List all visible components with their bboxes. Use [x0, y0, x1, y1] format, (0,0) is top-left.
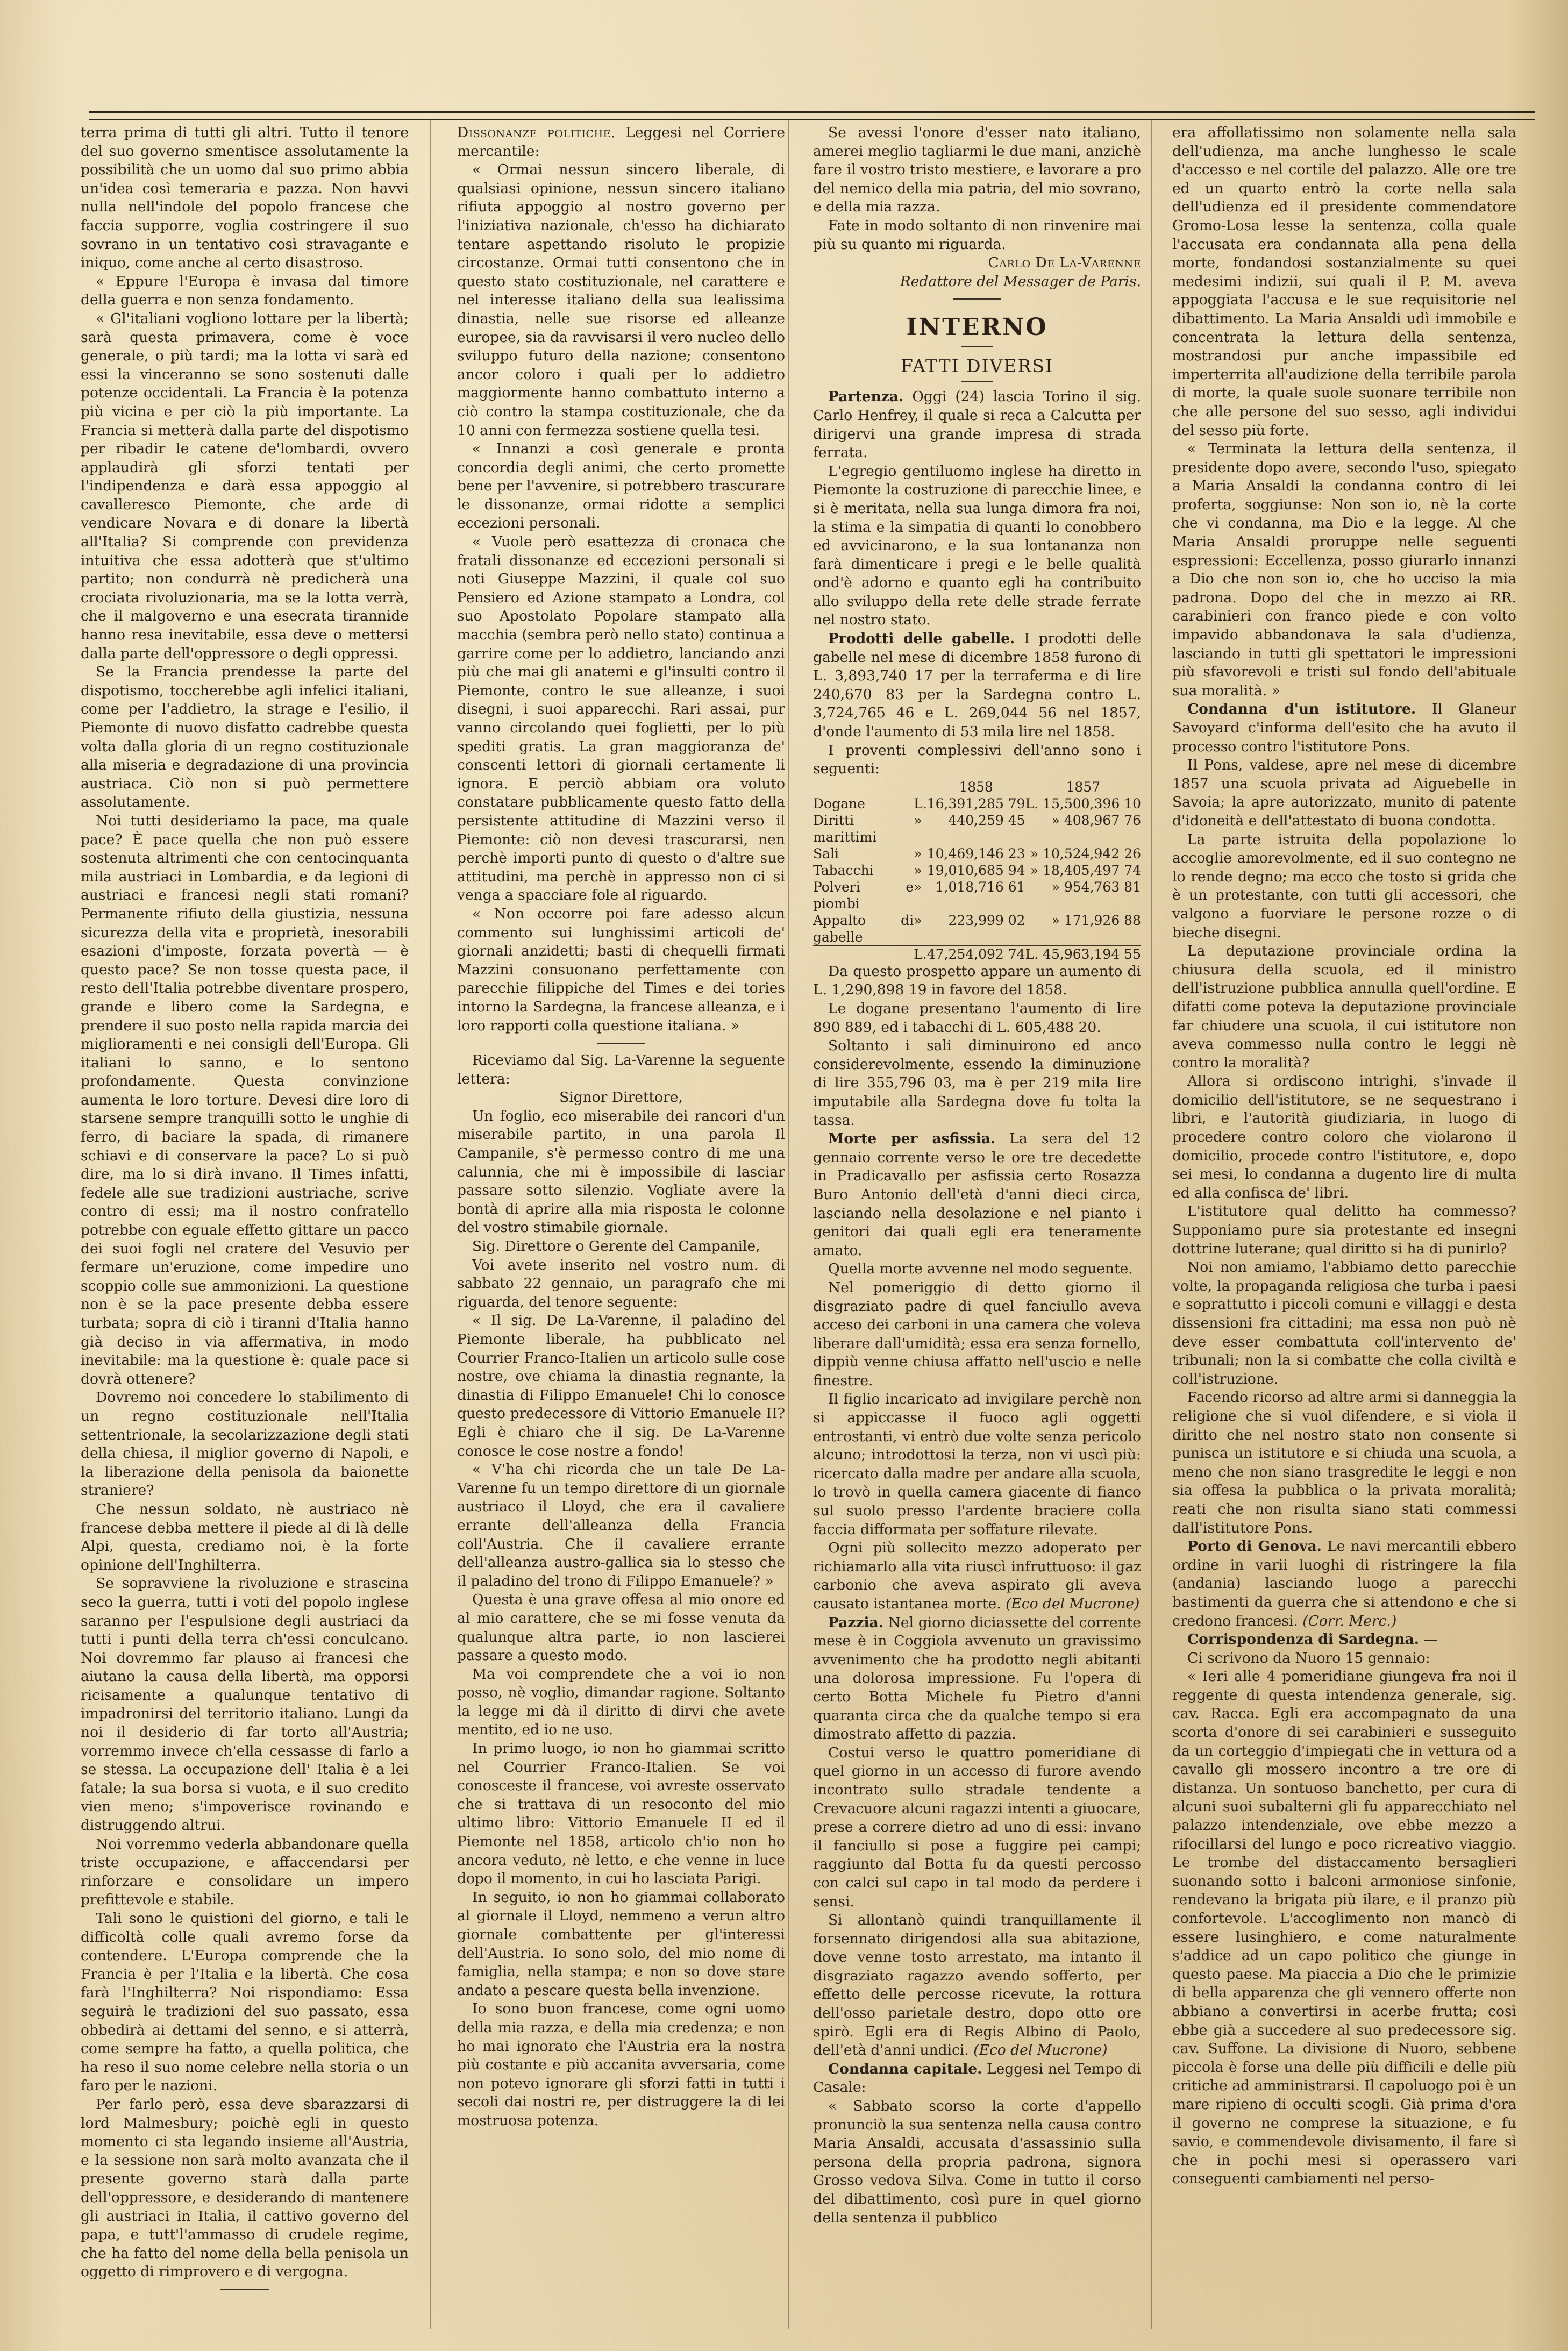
item-label: Partenza. — [828, 388, 904, 405]
row-value-1858: 440,259 45 — [948, 812, 1025, 828]
item-label: Pazzia. — [828, 1614, 883, 1631]
total-1858: 47,254,092 74 — [926, 946, 1025, 962]
row-value-1857: » 171,926 88 — [1051, 912, 1141, 928]
paragraph: Questa è una grave offesa al mio onore ed al mio carattere, che se mi fosse venuta da qualunque altra parte, io non lascierei passare a questo modo. — [457, 1591, 785, 1664]
paragraph: La deputazione provinciale ordina la chiusura della scuola, ed il ministro dell'istruzione pubblica annulla quell'ordine. E difatti come poteva la deputazione provinciale far chiudere una scuola, il cui istitutore non aveva commesso nulla contro le leggi nè contro la moralità? — [1172, 943, 1516, 1071]
paragraph — [813, 1614, 1141, 1744]
article-label: Dissonanze politiche. — [457, 124, 616, 141]
row-label: Sali — [813, 845, 839, 861]
paragraph: Allora si ordiscono intrighi, s'invade il domicilio dell'istitutore, se ne sequestrano i libri, e l'autorità giudiziaria, in luogo di procedere contro coloro che violarono il domicilio, procede contro l'istitutore, e, dopo sei mesi, lo condanna a dugento lire di multa ed alla confisca de' libri. — [1172, 1073, 1516, 1201]
row-unit: » — [914, 879, 922, 895]
paragraph: Che nessun soldato, nè austriaco nè francese debba mettere il piede al di là delle Alpi, questa, crediamo noi, è la forte opinione dell'Inghilterra. — [81, 1500, 409, 1573]
end-rule — [220, 2289, 269, 2290]
section-rule — [953, 298, 1001, 300]
paragraph: Ma voi comprendete che a voi io non posso, nè voglio, dimandar ragione. Soltanto la legge mi dà il diritto di dirvi che avete mentito, ed io ne uso. — [457, 1665, 785, 1739]
paragraph: Voi avete inserito nel vostro num. di sabbato 22 gennaio, un paragrafo che mi riguarda, del tenore seguente: — [457, 1256, 785, 1310]
subsection-title: FATTI DIVERSI — [900, 355, 1054, 377]
paragraph: « Ieri alle 4 pomeridiane giungeva fra noi il reggente di questa intendenza generale, sig. cav. Racca. Egli era accompagnato da una scorta d'onore di sei carabinieri e susseguito da un corteggio d'impiegati che in vettura od a cavallo gli mossero incontro a tre ore di distanza. Un sontuoso banchetto, per cura di alcuni suoi subalterni gli fu apparecchiato nel palazzo intendenziale, ove ebbe mezzo a rifocillarsi del lungo e poco ricreativo viaggio. Le trombe del distaccamento bersaglieri suonando sotto i balconi armoniose sinfonie, rendevano la brigata più ilare, e il pranzo più confortevole. L'accoglimento non mancò di essere lusinghiero, e come naturalmente s'addice ad un capo politico che giunge in questo paese. Ma piaccia a Dio che le primizie di bella apparenza che gli vennero offerte non abbiano a convertirsi in acerbe frutta; così ebbe già a succedere al suo predecessore sig. cav. Suffone. La divisione di Nuoro, sebbene piccola è forse una delle più difficili e delle più critiche ad amministrarsi. Il capoluogo poi è un mare ripieno di occulti scogli. Già prima d'ora il governo ne comprese la situazione, e fu savio, e commendevole divisamento, il fare sì che in pochi mesi si operassero vari conseguenti cambiamenti nel perso- — [1172, 1668, 1516, 2188]
item-text: — — [1419, 1631, 1438, 1648]
table-row — [813, 812, 1141, 845]
item-text: Oggi (24) lascia Torino il sig. Carlo Henfrey, il quale si reca a Calcutta per dirigervi una grande impresa di strada ferrata. — [813, 388, 1141, 461]
year-1857: 1857 — [1066, 779, 1101, 795]
paragraph: Riceviamo dal Sig. La-Varenne la seguente lettera: — [457, 1052, 785, 1087]
row-value-1858: 1,018,716 61 — [935, 879, 1025, 895]
heading-rule — [961, 346, 993, 347]
row-unit: » — [914, 812, 922, 828]
item-label: Condanna capitale. — [828, 2060, 982, 2077]
row-unit: » — [914, 912, 922, 928]
paragraph: Noi tutti desideriamo la pace, ma quale pace? È pace quella che non può essere sostenuta altrimenti che con centocinquanta mila austriaci in Lombardia, e da legioni di austriaci e francesi negli stati romani? Permanente rifiuto della giustizia, nessuna sicurezza della vita e proprietà, inesorabili esazioni d'imposte, forzata povertà — è questo pace? Se non tosse questa pace, il resto dell'Italia potrebbe diventare prospero, grande e libero come la Sardegna, e prendere il suo posto nella rapida marcia dei miglioramenti e nei consigli dell'Europa. Gli italiani lo sanno, e lo sentono profondamente. Questa convinzione aumenta le loro torture. Devesi dire loro di starsene sempre tranquilli sotto le unghie di ferro, di baciare la spada, di rimanere schiavi e di conservare la pace? Lo si può dire, ma lo si dirà invano. Il Times infatti, fedele alle sue tradizioni austriache, scrive contro di essi; ma il nostro confratello potrebbe con eguale effetto gittare un pacco dei suoi fogli nel cratere del Vesuvio per fermare un'eruzione, come impedire uno scoppio colle sue ammonizioni. La questione non è se la pace presente debba essere turbata; sopra di ciò i tiranni d'Italia hanno già deciso in via affermativa, in modo inevitabile: ma la questione è: quale pace si dovrà ottenere? — [81, 812, 409, 1387]
paragraph — [1172, 1630, 1516, 1649]
paragraph: L'istitutore qual delitto ha commesso? Supponiamo pure sia protestante ed insegni dottrine luterane; qual diritto si ha di punirlo? — [1172, 1203, 1516, 1257]
paragraph: Facendo ricorso ad altre armi si danneggia la religione che si vuol difendere, e si viola il diritto che nel nostro stato non consente si punisca un istitutore e si chiuda una scuola, a meno che non siano trasgredite le leggi e non sia offesa la pubblica o la privata moralità; reati che non risulta siano stati commessi dall'istitutore Pons. — [1172, 1389, 1516, 1536]
item-text: I prodotti delle gabelle nel mese di dicembre 1858 furono di L. 3,893,740 17 per la terraferma e di lire 240,670 83 per la Sardegna contro L. 3,724,765 46 e L. 269,044 56 nel 1857, d'onde l'aumento di 53 mila lire nel 1858. — [813, 630, 1141, 740]
paragraph: Il Pons, valdese, apre nel mese di dicembre 1857 una scuola privata ad Aiguebelle in Savoia; la apre autorizzato, munito di patente d'idoneità e dell'attestato di buona condotta. — [1172, 757, 1516, 829]
row-label: Appalto di gabelle — [813, 912, 914, 945]
paragraph: Il figlio incaricato ad invigilare perchè non si appiccasse il fuoco agli oggetti entrostanti, vi entrò due volte senza pericolo alcuno; introdottosi la terza, non vi uscì più: ricercato dalla madre per andare alla scuola, lo trovò in quella camera giacente di fianco sul suolo presso l'ardente braciere colla faccia difformata per soffature rilevate. — [813, 1391, 1141, 1538]
row-value-1858: 16,391,285 79 — [926, 795, 1025, 811]
paragraph: Costui verso le quattro pomeridiane di quel giorno in un accesso di furore avendo incontrato sullo stradale tendente a Crevacuore alcuni ragazzi intenti a giuocare, prese a correre dietro ad uno di essi: invano il fanciullo si pose a fuggire pei campi; raggiunto dal Botta fu da questi percosso con calci sul capo in tal modo da perdere i sensi. — [813, 1744, 1141, 1910]
paragraph: La parte istruita della popolazione lo accoglie amorevolmente, ed il suo contegno ne lo rende degno; ma ecco che tosto si grida che è un protestante, con tutti gli accessori, che valgono a fuorviare le persone rozze o di bieche disegni. — [1172, 831, 1516, 941]
article-lead: Leggesi nel Corriere mercantile: — [457, 124, 785, 160]
paragraph: I proventi complessivi dell'anno sono i seguenti: — [813, 742, 1141, 778]
row-value-1858: 223,999 02 — [948, 912, 1025, 928]
table-header-row — [813, 779, 1141, 795]
paragraph: Ci scrivono da Nuoro 15 gennaio: — [1187, 1649, 1430, 1666]
row-label: Polveri e piombi — [813, 879, 914, 911]
item-text: Le navi mercantili ebbero ordine in varii luoghi di ristringere la fila (andania) lasciando luogo a parecchi bastimenti da guerra che si attendono e che si credono francesi. — [1172, 1538, 1516, 1629]
item-text: Nel giorno diciassette del corrente mese è in Coggiola avvenuto un gravissimo avvenimento che ha prodotto negli abitanti una dolorosa impressione. Fu l'opera di certo Botta Michele fu Pietro d'anni quaranta circa che da qualche tempo si era dimostrato affetto di pazzia. — [813, 1614, 1141, 1743]
column-2 — [457, 124, 785, 2320]
paragraph: « Innanzi a così generale e pronta concordia degli animi, che certo promette bene per l'avvenire, si potrebbero trascurare le dissonanze, ormai ridotte a semplici eccezioni personali. — [457, 440, 785, 532]
table-row — [813, 862, 1141, 879]
paragraph: Quella morte avvenne nel modo seguente. — [828, 1260, 1133, 1278]
paragraph: « Non occorre poi fare adesso alcun commento sui lunghissimi articoli de' giornali anzidetti; basti di chequelli firmati Mazzini consuonano perfettamente con parecchie filippiche del Times e dei tories intorno la Sardegna, la francese alleanza, e i loro rapporti colla questione italiana. » — [457, 905, 785, 1034]
table-total-row — [813, 945, 1141, 963]
revenue-table — [813, 779, 1141, 963]
paragraph: « Ormai nessun sincero liberale, di qualsiasi opinione, nessun sincero italiano rifiuta appoggio al nostro governo per l'iniziativa nazionale, ch'esso ha dichiarato tentare aspettando risoluto le propizie circostanze. Ormai tutti consentono che in questo stato costituzionale, nel carattere e nel interesse italiano della sua lealissima dinastia, nelle sue risorse ed alleanze europee, sia da ravvisarsi il vero nucleo dello sviluppo futuro della nazione; consentono ancor coloro i quali per lo addietro maggiormente hanno combattuto interno a ciò contro la stampa costituzionale, che da 10 anni con fermezza sostiene quella tesi. — [457, 161, 785, 439]
row-unit: L. — [914, 795, 927, 811]
row-label: Dogane — [813, 795, 865, 811]
year-1858: 1858 — [959, 779, 993, 795]
paragraph: In seguito, io non ho giammai collaborato al giornale il Lloyd, nemmeno a verun altro giornale combattente per gl'interessi dell'Austria. Io sono solo, del mio nome di famiglia, nella stampa; e non so dove stare andato a pescare questa bella invenzione. — [457, 1889, 785, 1999]
paragraph — [813, 1130, 1141, 1260]
source-credit: (Eco del Mucrone) — [1006, 1595, 1140, 1612]
row-label: Diritti marittimi — [813, 812, 877, 845]
paragraph: « Gl'italiani vogliono lottare per la libertà; sarà questa primavera, come è voce generale, o più tardi; ma la lotta vi sarà ed essi la vinceranno se sono sostenuti dalle potenze occidentali. La Francia è la potenza più vicina e per ciò la più importante. La Francia si metterà dalla parte del dispotismo per ribadir le catene de'lombardi, ovvero applaudirà gli sforzi tentati per l'indipendenza e darà essa appoggio al cavalleresco Piemonte, che arde di vendicare Novara e di donare la libertà all'Italia? Si comprende con previdenza intuitiva che essa adotterà que st'ultimo partito; non condurrà nè predicherà una crociata rivoluzionaria, ma se la lotta verrà, che il malgoverno e una esecrata tirannide hanno resa inevitabile, essa deve o mettersi dalla parte dell'oppressore o degli oppressi. — [81, 310, 409, 662]
row-value-1858: 19,010,685 94 — [926, 862, 1025, 878]
source-credit: (Corr. Merc.) — [1302, 1612, 1397, 1629]
row-value-1857: » 408,967 76 — [1051, 812, 1141, 828]
item-text: Leggesi nel Tempo di Casale: — [813, 2060, 1141, 2096]
table-row — [813, 912, 1141, 946]
row-value-1857: » 954,763 81 — [1051, 879, 1141, 895]
column-3 — [813, 124, 1141, 2320]
paragraph: Sig. Direttore o Gerente del Campanile, — [472, 1238, 760, 1255]
paragraph: In primo luogo, io non ho giammai scritto nel Courrier Franco-Italien. Se voi conosceste il francese, voi avreste osservato che si trattava di un resoconto del mio ultimo libro: Vittorio Emanuele II ed il Piemonte nel 1858, articolo ch'io non ho ancora veduto, nè letto, e che venne in luce dopo il momento, in cui ho lasciata Parigi. — [457, 1740, 785, 1887]
item-text: Si allontanò quindi tranquillamente il forsennato dirigendosi alla sua abitazione, dove venne tosto arrestato, ma intanto il disgraziato ragazzo avendo sofferto, per effetto delle percosse ricevute, la rottura dell'osso parietale destro, dopo otto ore spirò. Egli era di Regis Albino di Paolo, dell'età d'anni undici. — [813, 1912, 1141, 2059]
column-divider — [430, 119, 431, 2329]
heading-rule — [961, 381, 993, 382]
paragraph: Fate in modo soltanto di non rinvenire mai più su quanto mi riguarda. — [813, 217, 1141, 253]
paragraph: terra prima di tutti gli altri. Tutto il tenore del suo governo smentisce assolutamente la possibilità che un uomo dal suo primo abbia un'idea così temeraria e pazza. Non havvi nulla nell'indole del popolo francese che faccia supporre, voglia costringere il suo sovrano in un tentativo così stravagante e iniquo, come anche al certo disastroso. — [81, 124, 409, 272]
item-label: Condanna d'un istitutore. — [1187, 701, 1416, 718]
paragraph: « Sabbato scorso la corte d'appello pronunciò la sua sentenza nella causa contro Maria Ansaldi, accusata d'assassinio sulla persona della propria padrona, signora Grosso vedova Silva. Come in tutto il corso del dibattimento, così pure in quel giorno della sentenza il pubblico — [813, 2098, 1141, 2226]
row-unit: » — [914, 845, 922, 861]
paragraph — [1172, 700, 1516, 756]
paragraph: Nel pomeriggio di detto giorno il disgraziato padre di quel fanciullo aveva acceso dei carboni in una camera che voleva liberare dall'umidità; essa era senza fornello, dippiù venne chiusa affatto nell'uscio e nelle finestre. — [813, 1279, 1141, 1389]
signature-name: Carlo De La-Varenne — [988, 254, 1141, 272]
paragraph: Se la Francia prendesse la parte del dispotismo, toccherebbe agli infelici italiani, come per l'addietro, la strage e l'esilio, il Piemonte di nuovo disfatto cadrebbe questa volta dalla gloria di un regno costituzionale alla miseria e degradazione di una provincia austriaca. Ciò non si può permettere assolutamente. — [81, 664, 409, 811]
item-text: La sera del 12 gennaio corrente verso le ore tre decedette in Pradicavallo per asfissia certo Rosazza Buro Antonio dell'età d'anni dieci circa, lasciando nella desolazione e nel pianto i genitori dai quali egli era teneramente amato. — [813, 1130, 1141, 1259]
paragraph: Dovremo noi concedere lo stabilimento di un regno costituzionale nell'Italia settentrionale, la secolarizzazione degli stati della chiesa, il miglior governo di Napoli, e la liberazione della penisola da baionette straniere? — [81, 1389, 409, 1499]
column-divider — [1151, 119, 1152, 2329]
paragraph: « Terminata la lettura della sentenza, il presidente dopo avere, secondo l'uso, spiegato a Maria Ansaldi la condanna contro di lei proferta, soggiunse: Non son io, nè la corte che vi condanna, ma Dio e la legge. Al che Maria Ansaldi proruppe nelle seguenti espressioni: Eccellenza, posso giurarlo innanzi a Dio che non son io, che ho ucciso la mia padrona. Dopo del che in mezzo ai RR. carabinieri con franco piede e con volto impavido abbandonava la sala d'udienza, lasciando in tutti gli spettatori le impressioni più sfavorevoli e tristi sul fondo dell'abituale sua moralità. » — [1172, 440, 1516, 699]
paragraph: « Eppure l'Europa è invasa dal timore della guerra e non senza fondamento. — [81, 273, 409, 309]
paragraph — [813, 388, 1141, 462]
table-row — [813, 795, 1141, 812]
paragraph: Tali sono le quistioni del giorno, e tali le difficoltà colle quali avremo forse da contendere. L'Europa comprende che la Francia è per l'Italia e la libertà. Che cosa farà l'Inghilterra? Noi rispondiamo: Essa seguirà le tradizioni del suo passato, essa obbedirà ai dettami del senno, e si atterrà, come sempre ha fatto, a quella politica, che ha reso il suo nome celebre nella storia o un faro per le nazioni. — [81, 1910, 409, 2094]
salutation: Signor Direttore, — [559, 1089, 683, 1106]
row-unit: » — [914, 862, 922, 878]
paragraph — [813, 1539, 1141, 1613]
row-value-1857: » 10,524,942 26 — [1030, 845, 1141, 861]
paragraph: Da questo prospetto appare un aumento di L. 1,290,898 19 in favore del 1858. — [813, 963, 1141, 999]
paragraph — [457, 124, 785, 161]
paragraph: Noi vorremmo vederla abbandonare quella triste occupazione, e affaccendarsi per rinforzare e consolidare un impero prefittevole e stabile. — [81, 1835, 409, 1908]
paragraph: era affollatissimo non solamente nella sala dell'udienza, ma anche lunghesso le scale d'accesso e nel cortile del palazzo. Alle ore tre ed un quarto entrò la corte nella sala dell'udienza ed il presidente commendatore Gromo-Losa lesse la sentenza, colla quale l'accusata era condannata alla pena della morte, fondandosi sostanzialmente su quei medesimi indizii, sui quali il P. M. aveva appoggiata l'accusa e le sue requisitorie nel dibattimento. La Maria Ansaldi udì immobile e concentrata la lettura della sentenza, mostrandosi pur anche impassibile ed imperterrita all'audizione della terribile parola di morte, la quale suole suonare terribile non che alle persone del suo sesso, agli individui del sesso più forte. — [1172, 124, 1516, 439]
item-text: Il Glaneur Savoyard c'informa dell'esito che ha avuto il processo contro l'istitutore Pons. — [1172, 701, 1516, 755]
top-rule — [89, 111, 1535, 120]
paragraph — [1172, 1537, 1516, 1630]
item-text: Ogni più sollecito mezzo adoperato per richiamarlo alla vita riuscì infruttuoso: il gaz carbonio che aveva aspirato gli aveva causato istantanea morte. — [813, 1540, 1141, 1612]
total-unit: L. — [914, 946, 927, 962]
column-4 — [1172, 124, 1516, 2320]
paragraph: Un foglio, eco miserabile dei rancori d'un miserabile partito, in una parola Il Campanile, s'è permesso contro di me una calunnia, che mi è impossibile di lasciar passare sotto silenzio. Vogliate avere la bontà di aprire alla mia risposta le colonne del vostro stimabile giornale. — [457, 1107, 785, 1236]
item-label: Porto di Genova. — [1187, 1538, 1322, 1555]
item-label: Corrispondenza di Sardegna. — [1187, 1631, 1419, 1648]
paragraph: Soltanto i sali diminuirono ed anco considerevolmente, essendo la diminuzione di lire 355,796 03, ma è per 219 mila lire imputabile alla Sardegna dove fu tolta la tassa. — [813, 1037, 1141, 1129]
paragraph — [813, 1911, 1141, 2060]
source-credit: (Eco del Mucrone) — [973, 2042, 1108, 2059]
paragraph: Le dogane presentano l'aumento di lire 890 889, ed i tabacchi di L. 605,488 20. — [813, 1000, 1141, 1036]
paragraph: Se avessi l'onore d'esser nato italiano, amerei meglio tagliarmi le due mani, anzichè fare il vostro tristo mestiere, e lavorare a pro del nemico della mia patria, del mio sovrano, e della mia razza. — [813, 124, 1141, 216]
section-title: INTERNO — [906, 314, 1048, 341]
paragraph — [813, 630, 1141, 742]
paragraph: « V'ha chi ricorda che un tale De La-Varenne fu un tempo direttore di un giornale austriaco il Lloyd, che era il cavaliere errante dell'alleanza della Francia coll'Austria. Che il cavaliere errante dell'alleanza austro-gallica sia lo stesso che il paladino del trono di Filippo Emanuele? » — [457, 1461, 785, 1590]
row-value-1858: 10,469,146 23 — [926, 845, 1025, 861]
paragraph: Io sono buon francese, come ogni uomo della mia razza, e della mia credenza; e non ho mai ignorato che l'Austria era la nostra più costante e più accanita avversaria, come non potevo ignorare gli sforzi fatti in tutti i secoli dai nostri re, per distruggere la di lei mostruosa potenza. — [457, 2000, 785, 2129]
row-value-1857: L. 15,500,396 10 — [1025, 795, 1141, 811]
paragraph: L'egregio gentiluomo inglese ha diretto in Piemonte la costruzione di parecchie linee, e si è meritata, nella sua lunga dimora fra noi, la stima e la simpatia di quanti lo conobbero ed avvicinarono, e la sua lontananza non farà dimenticare i pregi e le belle qualità ond'è adorno e quanto egli ha contribuito allo sviluppo della rete delle strade ferrate nel nostro stato. — [813, 462, 1141, 629]
table-row — [813, 845, 1141, 862]
paragraph: « Vuole però esattezza di cronaca che fratali dissonanze ed eccezioni personali si noti Giuseppe Mazzini, il quale col suo Pensiero ed Azione stampato a Londra, col suo Apostolato Popolare stampato alla macchia (sembra però nello stato) continua a garrire come per lo addietro, lanciando anzi più che mai gli anatemi e gl'insulti contro il Piemonte, contro le sue alleanze, i suoi disegni, i suoi apparecchi. Rari assai, pur vanno circolando quei foglietti, per lo più spediti gratis. La gran maggioranza de' conscenti lettori di giornali certamente li ignora. E perciò abbiam ora voluto constatare pubblicamente questo fatto della persistente attitudine di Mazzini verso il Piemonte: ciò non devesi trascurarsi, nen perchè importi punto di questo o d'altre sue attitudini, ma perchè in appresso non ci si venga a spacciare fole al riguardo. — [457, 533, 785, 904]
item-label: Morte per asfissia. — [828, 1130, 996, 1148]
table-row — [813, 879, 1141, 912]
signature-role: Redattore del Messager de Paris. — [900, 273, 1141, 290]
paragraph: « Il sig. De La-Varenne, il paladino del Piemonte liberale, ha pubblicato nel Courrier Franco-Italien un articolo sulle cose nostre, ove chiama la dinastia regnante, la dinastia di Filippo Emanuele! Chi lo conosce questo predecessore di Vittorio Emanuele II? Egli è chiaro che il sig. De La-Varenne conosce le cose nostre a fondo! — [457, 1312, 785, 1459]
paragraph: Per farlo però, essa deve sbarazzarsi di lord Malmesbury; poichè egli in questo momento ci sta legando insieme all'Austria, e la sessione non sarà molto avanzata che il presente governo starà dalla parte dell'oppressore, e desiderando di mantenere gli austriaci in Italia, il cattivo governo del papa, e tutt'l'ammasso di crudele regime, che ha fatto del nome della bella penisola un oggetto di rimprovero e di vergogna. — [81, 2096, 409, 2281]
paragraph: Se sopravviene la rivoluzione e strascina seco la guerra, tutti i voti del popolo inglese saranno per l'espulsione degli austriaci da tutti i punti della terra ch'essi conculcano. Noi dovremmo far plauso ai francesi che aiutano la causa della libertà, ma opporsi ricisamente a qualunque tentativo di impadronirsi del territorio italiano. Lungi da noi il desiderio di far torto all'Austria; vorremmo invece ch'ella cessasse di farlo a se stessa. La occupazione dell' Italia è a lei fatale; la sua borsa si vuota, e il suo credito vien meno; s'impoverisce rovinando e distruggendo altrui. — [81, 1575, 409, 1834]
paragraph — [813, 2060, 1141, 2097]
section-rule — [597, 1043, 645, 1044]
row-label: Tabacchi — [813, 862, 874, 878]
column-divider — [788, 119, 789, 2329]
paragraph: Noi non amiamo, l'abbiamo detto parecchie volte, la propaganda religiosa che turba i paesi e soprattutto i piccoli comuni e villaggi e desta dissensioni fra cittadini; ma essa non può nè deve esser combattuta coll'intervento de' tribunali; non la si combatte che colla civiltà e coll'istruzione. — [1172, 1259, 1516, 1387]
row-value-1857: » 18,405,497 74 — [1030, 862, 1141, 878]
total-1857: L. 45,963,194 55 — [1025, 946, 1141, 962]
item-label: Prodotti delle gabelle. — [828, 630, 1015, 647]
column-1 — [81, 124, 409, 2320]
